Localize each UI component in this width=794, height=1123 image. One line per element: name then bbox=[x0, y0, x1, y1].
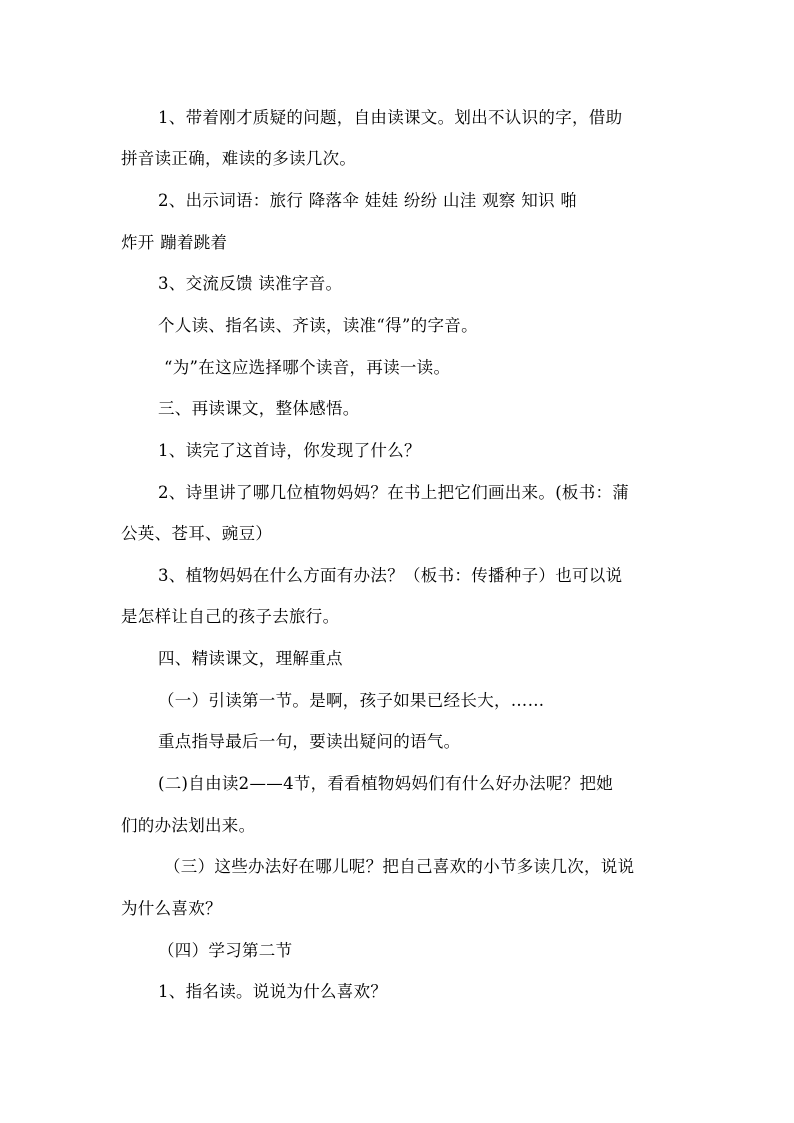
text-line: 公英、苍耳、豌豆） bbox=[121, 524, 273, 543]
text-line: （三）这些办法好在哪儿呢？把自己喜欢的小节多读几次，说说 bbox=[164, 857, 635, 876]
text-line: 1、带着刚才质疑的问题，自由读课文。划出不认识的字，借助 bbox=[158, 108, 623, 127]
text-line: 炸开 蹦着跳着 bbox=[121, 233, 228, 252]
text-line: 个人读、指名读、齐读，读准“得”的字音。 bbox=[158, 316, 478, 335]
text-line: 3、植物妈妈在什么方面有办法？（板书：传播种子）也可以说 bbox=[158, 566, 623, 585]
section-heading: 三、再读课文，整体感悟。 bbox=[158, 399, 360, 418]
text-line: 为什么喜欢？ bbox=[121, 899, 222, 918]
text-line: 重点指导最后一句，要读出疑问的语气。 bbox=[158, 732, 461, 751]
text-line: 1、指名读。说说为什么喜欢？ bbox=[158, 982, 388, 1001]
text-line: (二)自由读2——4节，看看植物妈妈们有什么好办法呢？把她 bbox=[158, 774, 614, 793]
text-line: 2、出示词语：旅行 降落伞 娃娃 纷纷 山洼 观察 知识 啪 bbox=[158, 191, 578, 210]
text-line: 2、诗里讲了哪几位植物妈妈？在书上把它们画出来。(板书：蒲 bbox=[158, 483, 630, 502]
text-line: （一）引读第一节。是啊，孩子如果已经长大，…… bbox=[158, 691, 545, 710]
text-line: 3、交流反馈 读准字音。 bbox=[158, 274, 343, 293]
text-line: 们的办法划出来。 bbox=[121, 816, 256, 835]
text-line: 是怎样让自己的孩子去旅行。 bbox=[121, 607, 340, 626]
section-heading: 四、精读课文，理解重点 bbox=[158, 649, 343, 668]
text-line: 1、读完了这首诗，你发现了什么？ bbox=[158, 441, 421, 460]
subsection-heading: （四）学习第二节 bbox=[158, 941, 293, 960]
text-line: “为”在这应选择哪个读音，再读一读。 bbox=[164, 358, 451, 377]
text-line: 拼音读正确，难读的多读几次。 bbox=[121, 149, 357, 168]
